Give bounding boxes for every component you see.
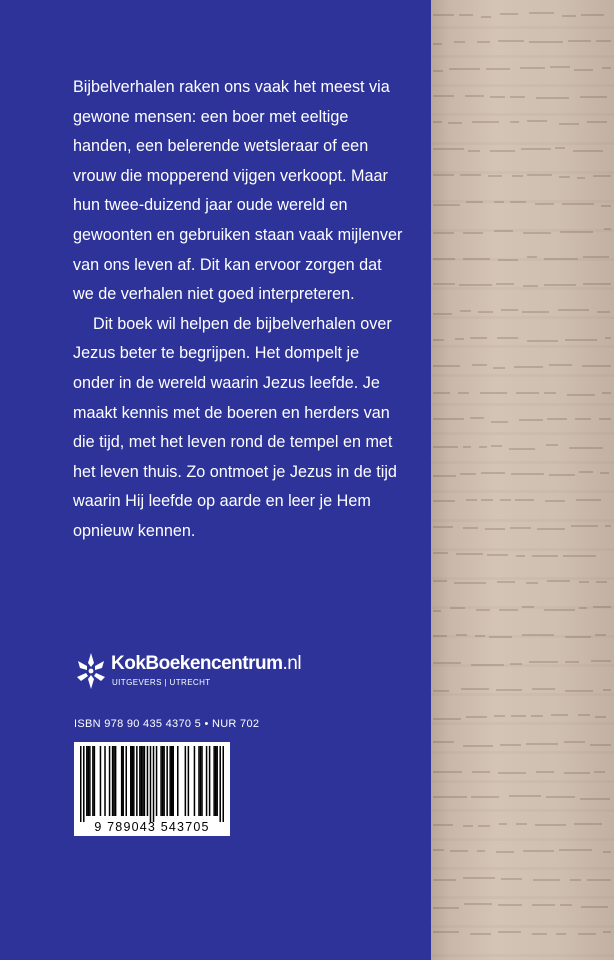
script-stroke bbox=[470, 933, 491, 935]
barcode bbox=[74, 742, 230, 836]
script-stroke bbox=[546, 796, 575, 798]
barcode-bar bbox=[83, 746, 85, 822]
script-stroke bbox=[536, 97, 569, 99]
script-stroke bbox=[510, 96, 525, 98]
script-stroke bbox=[510, 663, 523, 665]
script-stroke bbox=[536, 771, 554, 773]
script-stroke bbox=[481, 16, 491, 18]
script-stroke bbox=[433, 824, 453, 826]
script-stroke bbox=[559, 849, 592, 851]
script-stroke bbox=[433, 232, 454, 234]
script-stroke bbox=[569, 447, 603, 449]
script-stroke bbox=[527, 340, 558, 342]
barcode-bar bbox=[92, 746, 94, 816]
barcode-bar bbox=[142, 746, 144, 816]
barcode-bar bbox=[122, 746, 124, 816]
script-stroke bbox=[564, 741, 585, 743]
script-stroke bbox=[454, 582, 486, 584]
script-stroke bbox=[477, 850, 485, 852]
barcode-bar bbox=[125, 746, 127, 816]
script-stroke bbox=[527, 120, 546, 122]
script-stroke bbox=[549, 474, 575, 476]
script-stroke bbox=[433, 796, 467, 798]
publisher-name-main: KokBoekencentrum bbox=[111, 653, 283, 674]
script-stroke bbox=[509, 795, 541, 797]
script-stroke bbox=[494, 201, 504, 203]
script-stroke bbox=[491, 445, 501, 447]
script-stroke bbox=[564, 772, 590, 774]
script-stroke bbox=[547, 418, 567, 420]
script-stroke bbox=[597, 311, 611, 313]
script-stroke bbox=[562, 203, 594, 205]
script-stroke bbox=[527, 256, 536, 258]
starburst-logo-icon bbox=[74, 651, 108, 691]
script-stroke bbox=[580, 798, 610, 800]
script-stroke bbox=[533, 879, 561, 881]
barcode-bar bbox=[177, 746, 179, 816]
script-stroke bbox=[433, 662, 461, 664]
script-stroke bbox=[433, 204, 460, 206]
script-stroke bbox=[516, 392, 540, 394]
script-stroke bbox=[472, 121, 499, 123]
script-stroke bbox=[433, 365, 460, 367]
script-stroke bbox=[510, 201, 526, 203]
script-stroke bbox=[433, 526, 453, 528]
script-stroke bbox=[449, 68, 480, 70]
script-stroke bbox=[562, 15, 576, 17]
publisher-name bbox=[111, 653, 301, 675]
script-stroke bbox=[515, 499, 534, 501]
blurb-paragraph-1: Bijbelverhalen raken ons vaak het meest via gewone mensen: een boer met eeltige handen, een belerende wetsleraar of een vrouw die mopperend vijgen verkoopt. Maar hun twee-duizend jaar oude wereld en gewoonten en gebruiken staan vaak mijlenver van ons leven af. Dit kan ervoor zorgen dat we de verhalen niet goed interpreteren. bbox=[73, 78, 403, 304]
script-stroke bbox=[596, 581, 606, 583]
script-stroke bbox=[574, 69, 593, 71]
barcode-bar bbox=[94, 746, 96, 816]
script-stroke bbox=[547, 580, 570, 582]
script-stroke bbox=[433, 43, 442, 45]
script-stroke bbox=[571, 525, 598, 527]
barcode-bar bbox=[86, 746, 88, 816]
script-stroke bbox=[583, 256, 609, 258]
barcode-bar bbox=[201, 746, 203, 816]
script-stroke bbox=[470, 337, 487, 339]
script-stroke bbox=[544, 609, 575, 611]
script-stroke bbox=[486, 68, 510, 70]
script-stroke bbox=[433, 580, 447, 582]
script-stroke bbox=[433, 148, 464, 150]
script-stroke bbox=[580, 96, 607, 98]
script-stroke bbox=[523, 850, 554, 852]
script-stroke bbox=[523, 285, 537, 287]
script-stroke bbox=[433, 174, 454, 176]
barcode-bar bbox=[219, 746, 221, 822]
script-stroke bbox=[490, 150, 515, 152]
script-stroke bbox=[489, 636, 512, 638]
barcode-bar bbox=[144, 746, 146, 816]
script-stroke bbox=[578, 933, 596, 935]
script-stroke bbox=[544, 392, 556, 394]
script-stroke bbox=[433, 392, 450, 394]
script-stroke bbox=[493, 367, 505, 369]
script-stroke bbox=[500, 13, 519, 15]
script-stroke bbox=[511, 715, 525, 717]
barcode-bar bbox=[112, 746, 114, 816]
isbn-nur-line: ISBN 978 90 435 4370 5 • NUR 702 bbox=[74, 718, 260, 730]
script-stroke bbox=[605, 525, 611, 527]
script-stroke bbox=[594, 771, 604, 773]
script-stroke bbox=[433, 446, 458, 448]
script-stroke bbox=[563, 555, 596, 557]
script-stroke bbox=[461, 688, 489, 690]
script-stroke bbox=[433, 879, 456, 881]
script-stroke bbox=[603, 931, 611, 933]
script-stroke bbox=[498, 931, 521, 933]
script-stroke bbox=[490, 96, 504, 98]
script-stroke bbox=[466, 716, 486, 718]
script-stroke bbox=[576, 499, 601, 501]
barcode-bar bbox=[171, 746, 173, 816]
script-stroke bbox=[535, 203, 554, 205]
script-stroke bbox=[522, 634, 555, 636]
script-stroke bbox=[537, 528, 565, 530]
script-stroke bbox=[526, 582, 538, 584]
barcode-bar bbox=[163, 746, 165, 816]
script-stroke bbox=[479, 446, 487, 448]
script-stroke bbox=[455, 338, 464, 340]
script-stroke bbox=[454, 41, 465, 43]
script-stroke bbox=[577, 177, 585, 179]
barcode-bar bbox=[209, 746, 211, 816]
script-stroke bbox=[433, 741, 454, 743]
publisher-subline: UITGEVERS | UTRECHT bbox=[112, 678, 211, 687]
script-stroke bbox=[512, 175, 524, 177]
script-stroke bbox=[527, 174, 551, 176]
script-stroke bbox=[501, 878, 522, 880]
script-stroke bbox=[579, 581, 589, 583]
script-stroke bbox=[466, 499, 476, 501]
publisher-name-tld: .nl bbox=[282, 653, 302, 674]
script-stroke bbox=[433, 418, 464, 420]
barcode-bar bbox=[166, 746, 168, 816]
script-stroke bbox=[510, 527, 531, 529]
barcode-bar bbox=[141, 746, 143, 816]
script-stroke bbox=[478, 311, 493, 313]
barcode-bar bbox=[150, 746, 152, 822]
barcode-bar bbox=[139, 746, 141, 816]
barcode-bar bbox=[115, 746, 117, 816]
barcode-bar bbox=[198, 746, 200, 816]
script-stroke bbox=[460, 473, 476, 475]
script-stroke bbox=[581, 14, 604, 16]
script-stroke bbox=[509, 448, 534, 450]
script-stroke bbox=[544, 284, 576, 286]
barcode-bar bbox=[88, 746, 90, 816]
script-stroke bbox=[500, 744, 521, 746]
barcode-bar bbox=[133, 746, 135, 816]
script-stroke bbox=[456, 553, 483, 555]
script-stroke bbox=[494, 230, 513, 232]
script-stroke bbox=[499, 823, 507, 825]
script-stroke bbox=[567, 394, 595, 396]
script-stroke bbox=[494, 715, 506, 717]
script-stroke bbox=[498, 772, 526, 774]
script-stroke bbox=[516, 555, 524, 557]
script-stroke bbox=[433, 475, 456, 477]
script-stroke bbox=[463, 877, 495, 879]
script-stroke bbox=[481, 472, 505, 474]
barcode-bar bbox=[121, 746, 123, 816]
script-stroke bbox=[472, 771, 489, 773]
barcode-bar bbox=[222, 746, 224, 822]
script-stroke bbox=[497, 581, 516, 583]
script-stroke bbox=[601, 205, 611, 207]
barcode-bar bbox=[188, 746, 190, 816]
barcode-bar bbox=[160, 746, 162, 816]
blurb-text bbox=[73, 73, 403, 547]
script-stroke bbox=[593, 606, 611, 608]
script-stroke bbox=[596, 40, 611, 42]
script-stroke bbox=[545, 500, 565, 502]
script-stroke bbox=[532, 688, 555, 690]
script-stroke bbox=[433, 14, 454, 16]
script-stroke bbox=[464, 903, 492, 905]
script-stroke bbox=[560, 231, 594, 233]
script-stroke bbox=[433, 70, 443, 72]
script-stroke bbox=[471, 796, 499, 798]
script-stroke bbox=[477, 41, 490, 43]
script-stroke bbox=[591, 660, 611, 662]
script-stroke bbox=[448, 122, 462, 124]
script-stroke bbox=[516, 823, 527, 825]
barcode-bar bbox=[156, 746, 158, 816]
script-stroke bbox=[433, 95, 454, 97]
barcode-bar bbox=[147, 746, 149, 816]
script-stroke bbox=[579, 471, 593, 473]
script-stroke bbox=[514, 366, 543, 368]
barcode-bars bbox=[80, 746, 224, 822]
script-stroke bbox=[458, 392, 469, 394]
script-stroke bbox=[501, 309, 518, 311]
script-stroke bbox=[555, 147, 565, 149]
script-stroke bbox=[559, 123, 579, 125]
barcode-bar bbox=[80, 746, 82, 822]
script-stroke bbox=[522, 606, 533, 608]
script-stroke bbox=[574, 823, 602, 825]
script-stroke bbox=[532, 555, 558, 557]
barcode-bar bbox=[206, 746, 208, 816]
script-stroke bbox=[529, 661, 558, 663]
script-stroke bbox=[556, 933, 567, 935]
script-stroke bbox=[529, 41, 563, 43]
script-stroke bbox=[465, 95, 485, 97]
script-stroke bbox=[450, 850, 468, 852]
script-stroke bbox=[499, 609, 517, 611]
script-stroke bbox=[544, 258, 578, 260]
script-stroke bbox=[575, 418, 591, 420]
barcode-bar bbox=[130, 746, 132, 816]
script-stroke bbox=[463, 527, 478, 529]
script-stroke bbox=[565, 661, 579, 663]
barcode-bar bbox=[200, 746, 202, 816]
script-stroke bbox=[581, 906, 607, 908]
script-stroke bbox=[433, 258, 455, 260]
script-stroke bbox=[593, 175, 611, 177]
script-stroke bbox=[496, 283, 514, 285]
script-stroke bbox=[565, 339, 598, 341]
script-stroke bbox=[550, 66, 570, 68]
script-stroke bbox=[595, 716, 605, 718]
script-stroke bbox=[582, 365, 611, 367]
script-stroke bbox=[468, 150, 480, 152]
script-stroke bbox=[433, 313, 452, 315]
script-stroke bbox=[459, 14, 473, 16]
script-stroke bbox=[496, 851, 513, 853]
script-stroke bbox=[433, 339, 444, 341]
script-stroke bbox=[433, 121, 442, 123]
barcode-bar bbox=[169, 746, 171, 816]
script-stroke bbox=[568, 40, 590, 42]
script-stroke bbox=[579, 607, 587, 609]
script-stroke bbox=[433, 690, 449, 692]
publisher-logo bbox=[74, 651, 302, 691]
barcode-bar bbox=[162, 746, 164, 816]
script-stroke bbox=[521, 148, 551, 150]
script-stroke bbox=[602, 67, 611, 69]
script-stroke bbox=[456, 634, 467, 636]
script-stroke bbox=[433, 283, 455, 285]
barcode-bar bbox=[216, 746, 218, 816]
script-stroke bbox=[578, 714, 591, 716]
barcode-bar bbox=[136, 746, 138, 816]
script-stroke bbox=[433, 907, 459, 909]
script-stroke bbox=[433, 635, 447, 637]
script-stroke bbox=[559, 176, 570, 178]
script-stroke bbox=[433, 610, 441, 612]
script-stroke bbox=[595, 634, 606, 636]
script-stroke bbox=[532, 933, 548, 935]
script-stroke bbox=[433, 771, 462, 773]
script-stroke bbox=[481, 499, 493, 501]
script-stroke bbox=[522, 311, 549, 313]
script-stroke bbox=[519, 419, 543, 421]
script-stroke bbox=[460, 174, 481, 176]
script-stroke bbox=[532, 904, 555, 906]
script-stroke bbox=[470, 417, 484, 419]
script-stroke bbox=[463, 446, 471, 448]
barcode-bar bbox=[104, 746, 106, 816]
script-stroke bbox=[573, 150, 603, 152]
script-stroke bbox=[463, 232, 483, 234]
script-stroke bbox=[472, 364, 487, 366]
script-stroke bbox=[603, 689, 611, 691]
script-stroke bbox=[510, 121, 518, 123]
script-stroke bbox=[602, 392, 611, 394]
script-stroke bbox=[535, 824, 566, 826]
barcode-bar bbox=[194, 746, 196, 816]
script-stroke bbox=[450, 607, 464, 609]
script-stroke bbox=[583, 283, 611, 285]
script-stroke bbox=[498, 259, 518, 261]
script-stroke bbox=[488, 175, 502, 177]
script-stroke bbox=[523, 232, 551, 234]
script-stroke bbox=[551, 714, 568, 716]
script-stroke bbox=[496, 689, 522, 691]
barcode-bar bbox=[172, 746, 174, 816]
script-stroke bbox=[476, 609, 490, 611]
script-stroke bbox=[485, 528, 505, 530]
script-stroke bbox=[599, 418, 611, 420]
script-stroke bbox=[587, 121, 607, 123]
script-stroke bbox=[498, 40, 523, 42]
script-stroke bbox=[433, 718, 461, 720]
script-stroke bbox=[478, 825, 489, 827]
barcode-bar bbox=[213, 746, 215, 816]
script-stroke bbox=[590, 744, 611, 746]
script-stroke bbox=[570, 879, 581, 881]
script-stroke bbox=[587, 879, 611, 881]
script-stroke bbox=[605, 337, 611, 339]
scroll-manuscript-image bbox=[431, 0, 614, 960]
script-stroke bbox=[565, 636, 590, 638]
script-stroke bbox=[487, 554, 508, 556]
script-stroke bbox=[433, 500, 455, 502]
script-stroke bbox=[558, 309, 589, 311]
barcode-bar bbox=[109, 746, 111, 816]
barcode-bar bbox=[100, 746, 102, 816]
script-stroke bbox=[498, 904, 521, 906]
script-stroke bbox=[529, 12, 554, 14]
script-stroke bbox=[480, 392, 507, 394]
script-stroke bbox=[471, 664, 504, 666]
barcode-bar bbox=[215, 746, 217, 816]
script-stroke bbox=[603, 851, 611, 853]
barcode-bar bbox=[185, 746, 187, 816]
blurb-paragraph-2: Dit boek wil helpen de bijbelverhalen over Jezus beter te begrijpen. Het dompelt je onder in de wereld waarin Jezus leefde. Je maakt kennis met de boeren en herders van die tijd, met het leven rond de tempel en met het leven thuis. Zo ontmoet je Jezus in de tijd waarin Hij leefde op aarde en leer je Hem opnieuw kennen. bbox=[73, 314, 397, 540]
barcode-digits: 9 789043 543705 bbox=[94, 820, 210, 834]
script-stroke bbox=[497, 337, 518, 339]
script-stroke bbox=[500, 499, 511, 501]
script-stroke bbox=[604, 228, 611, 230]
script-stroke bbox=[526, 743, 558, 745]
script-stroke bbox=[520, 67, 545, 69]
script-stroke bbox=[546, 444, 558, 446]
script-stroke bbox=[460, 310, 470, 312]
script-stroke bbox=[463, 825, 473, 827]
script-stroke bbox=[463, 258, 491, 260]
script-stroke bbox=[549, 364, 572, 366]
script-stroke bbox=[531, 715, 543, 717]
script-stroke bbox=[459, 284, 492, 286]
barcode-bar bbox=[89, 746, 91, 816]
script-stroke bbox=[475, 635, 485, 637]
script-stroke bbox=[466, 201, 483, 203]
barcode-bar bbox=[132, 746, 134, 816]
script-stroke bbox=[433, 931, 459, 933]
script-stroke bbox=[433, 552, 448, 554]
script-stroke bbox=[491, 421, 508, 423]
script-stroke bbox=[511, 473, 544, 475]
barcode-bar bbox=[113, 746, 115, 816]
script-stroke bbox=[600, 472, 609, 474]
script-stroke bbox=[463, 745, 493, 747]
script-stroke bbox=[565, 690, 593, 692]
barcode-bar bbox=[153, 746, 155, 822]
script-stroke bbox=[433, 849, 444, 851]
script-stroke bbox=[560, 904, 572, 906]
